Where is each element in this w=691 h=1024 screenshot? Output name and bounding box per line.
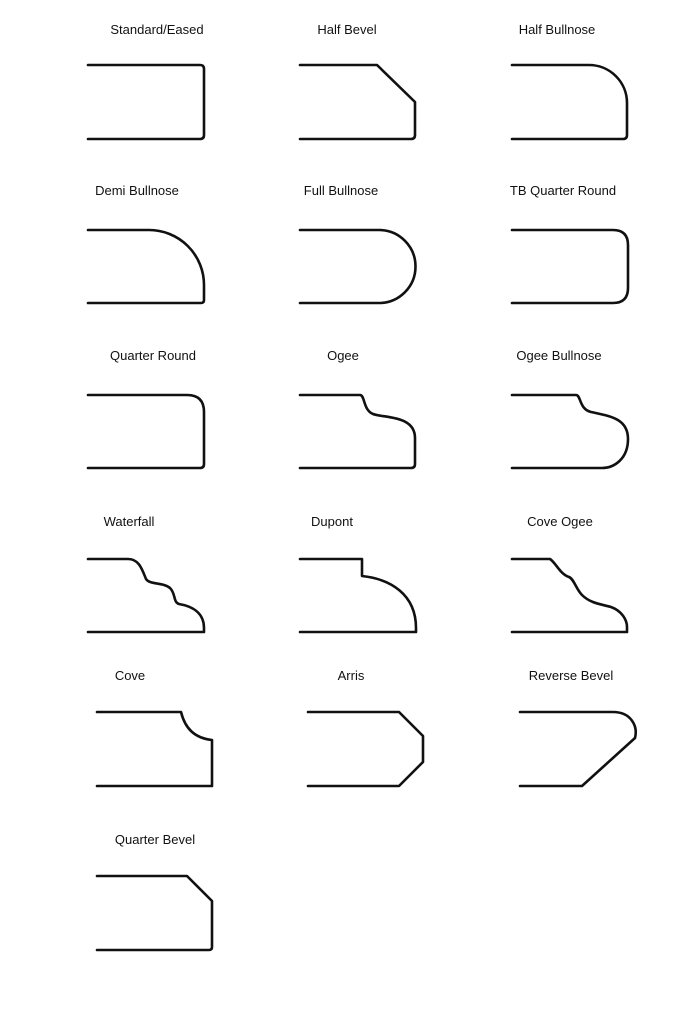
profile-waterfall <box>39 514 219 664</box>
profile-standard-eased <box>67 22 247 172</box>
profile-shape <box>63 366 243 486</box>
profile-label: Cove Ogee <box>527 514 593 529</box>
profile-shape <box>67 40 247 160</box>
profile-shape <box>251 201 431 321</box>
profile-demi-bullnose <box>47 183 227 333</box>
profile-tb-quarter-round <box>473 183 653 333</box>
profile-label: Half Bullnose <box>518 22 596 37</box>
profile-half-bevel <box>257 22 437 172</box>
profile-ogee <box>253 348 433 498</box>
profile-shape <box>467 40 647 160</box>
profile-label: Half Bevel <box>317 22 377 37</box>
profile-label: Ogee <box>327 348 359 363</box>
profile-shape <box>257 40 437 160</box>
profile-label: Dupont <box>311 514 353 529</box>
profile-label: Quarter Round <box>110 348 196 363</box>
profile-arris <box>261 668 441 818</box>
profile-label: Arris <box>337 668 365 683</box>
profile-quarter-round <box>63 348 243 498</box>
profile-label: Standard/Eased <box>110 22 204 37</box>
profile-label: Cove <box>114 668 146 683</box>
profile-shape <box>65 850 245 970</box>
profile-shape <box>481 686 661 806</box>
profile-label: Demi Bullnose <box>95 183 179 198</box>
profile-dupont <box>242 514 422 664</box>
profile-shape <box>40 686 220 806</box>
profile-label: Quarter Bevel <box>114 832 196 847</box>
profile-shape <box>39 532 219 652</box>
profile-shape <box>242 532 422 652</box>
profile-shape <box>469 366 649 486</box>
profile-cove-ogee <box>470 514 650 664</box>
profile-label: TB Quarter Round <box>509 183 617 198</box>
profile-shape <box>253 366 433 486</box>
profile-half-bullnose <box>467 22 647 172</box>
profile-shape <box>473 201 653 321</box>
profile-label: Waterfall <box>103 514 155 529</box>
profile-reverse-bevel <box>481 668 661 818</box>
profile-ogee-bullnose <box>469 348 649 498</box>
profile-quarter-bevel <box>65 832 245 982</box>
profile-label: Reverse Bevel <box>528 668 614 683</box>
profile-shape <box>47 201 227 321</box>
profile-label: Ogee Bullnose <box>516 348 602 363</box>
profile-shape <box>261 686 441 806</box>
profile-label: Full Bullnose <box>303 183 379 198</box>
profile-full-bullnose <box>251 183 431 333</box>
profile-cove <box>40 668 220 818</box>
profile-shape <box>470 532 650 652</box>
